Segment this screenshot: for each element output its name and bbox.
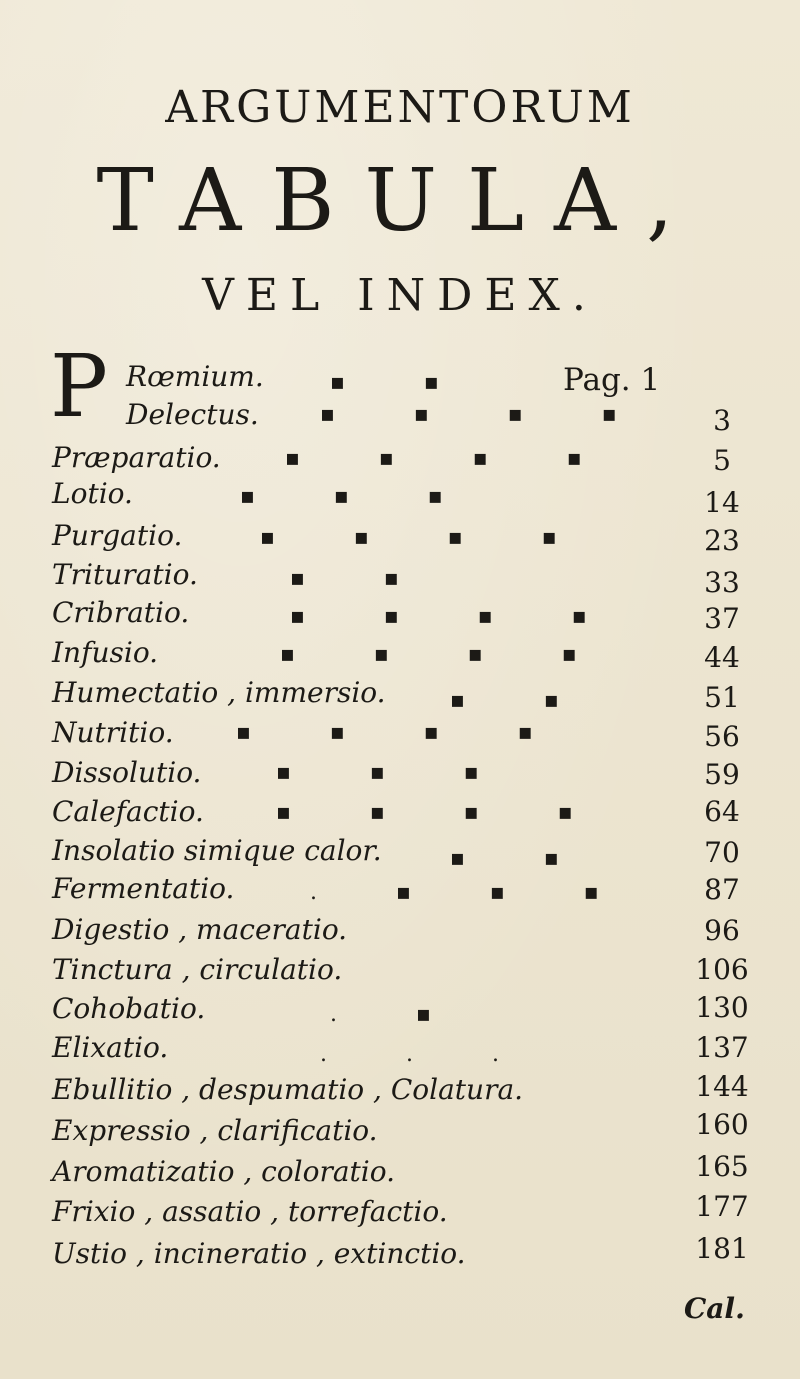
title-line-1: ARGUMENTORUM [165,82,635,133]
index-entry-page: 3 [713,404,731,437]
index-entry-label: Delectus. [126,398,259,431]
leader-dots: . ▪ [330,1002,467,1027]
index-entry-page: 144 [695,1070,749,1103]
page-column-heading: Pag. 1 [563,362,661,398]
index-entry-page: 51 [704,681,740,714]
index-entry-label: Lotio. [52,477,133,510]
leader-dots: ▪ ▪ [330,370,475,395]
index-entry-label: Calefactio. [52,795,204,828]
index-entry-label: Elixatio. [52,1031,169,1064]
index-entry-label: Ebullitio , despumatio , Colatura. [52,1073,524,1106]
index-entry-page: 44 [704,641,740,674]
leader-dots: . . . [320,1042,535,1067]
index-entry-page: 33 [704,566,740,599]
index-entry-label: Ustio , incineratio , extinctio. [52,1237,466,1270]
leader-dots: ▪ ▪ ▪ ▪ [280,642,613,667]
leader-dots: ▪ ▪ ▪ ▪ [320,402,653,427]
index-entry-page: 37 [704,602,740,635]
index-entry-page: 130 [695,991,749,1024]
index-entry-label: Rœmium. [126,360,264,393]
index-entry-page: 56 [704,720,740,753]
index-entry-label: Cribratio. [52,596,190,629]
index-entry-label: Nutritio. [52,716,174,749]
index-entry-page: 59 [704,758,740,791]
leader-dots: ▪ ▪ ▪ ▪ [285,446,618,471]
index-entry-page: 106 [695,953,749,986]
leader-dots: . ▪ ▪ ▪ [310,880,635,905]
index-entry-label: Frixio , assatio , torrefactio. [52,1195,448,1228]
leader-dots: ▪ ▪ ▪ [276,760,515,785]
leader-dots: ▪ ▪ ▪ ▪ [276,800,609,825]
title-line-2: TABULA, [96,151,704,251]
index-entry-label: Præparatio. [52,441,221,474]
index-entry-label: Expressio , clarificatio. [52,1114,378,1147]
index-entry-label: Purgatio. [52,519,183,552]
index-entry-label: Infusio. [52,636,159,669]
index-entry-page: 64 [704,795,740,828]
leader-dots: ▪ ▪ [290,566,435,591]
index-entry-label: Digestio , maceratio. [52,913,348,946]
index-entry-label: Insolatio simique calor. [52,834,382,867]
catchword: Cal. [684,1292,745,1325]
index-entry-label: Dissolutio. [52,756,202,789]
index-entry-label: Aromatizatio , coloratio. [52,1155,396,1188]
index-entry-label: Fermentatio. [52,872,235,905]
leader-dots: ▪ ▪ ▪ ▪ [260,525,593,550]
index-entry-label: Cohobatio. [52,992,206,1025]
index-entry-page: 181 [695,1232,749,1265]
index-entry-page: 160 [695,1108,749,1141]
index-entry-page: 70 [704,836,740,869]
leader-dots: ▪ ▪ [450,688,595,713]
index-entry-page: 5 [713,444,731,477]
index-entry-page: 23 [704,524,740,557]
index-entry-page: 96 [704,914,740,947]
index-entry-label: Tinctura , circulatio. [52,953,343,986]
index-entry-page: 14 [704,486,740,519]
drop-cap: P [50,337,108,437]
index-entry-page: 165 [695,1150,749,1183]
title-line-3: VEL INDEX. [202,270,598,321]
leader-dots: ▪ ▪ ▪ ▪ [236,720,569,745]
index-entry-page: 87 [704,873,740,906]
leader-dots: ▪ ▪ ▪ ▪ [290,604,623,629]
index-entry-label: Humectatio , immersio. [52,676,386,709]
leader-dots: ▪ ▪ ▪ [240,484,479,509]
leader-dots: ▪ ▪ [450,846,595,871]
index-entry-page: 177 [695,1190,749,1223]
index-entry-label: Trituratio. [52,558,198,591]
index-entry-page: 137 [695,1031,749,1064]
